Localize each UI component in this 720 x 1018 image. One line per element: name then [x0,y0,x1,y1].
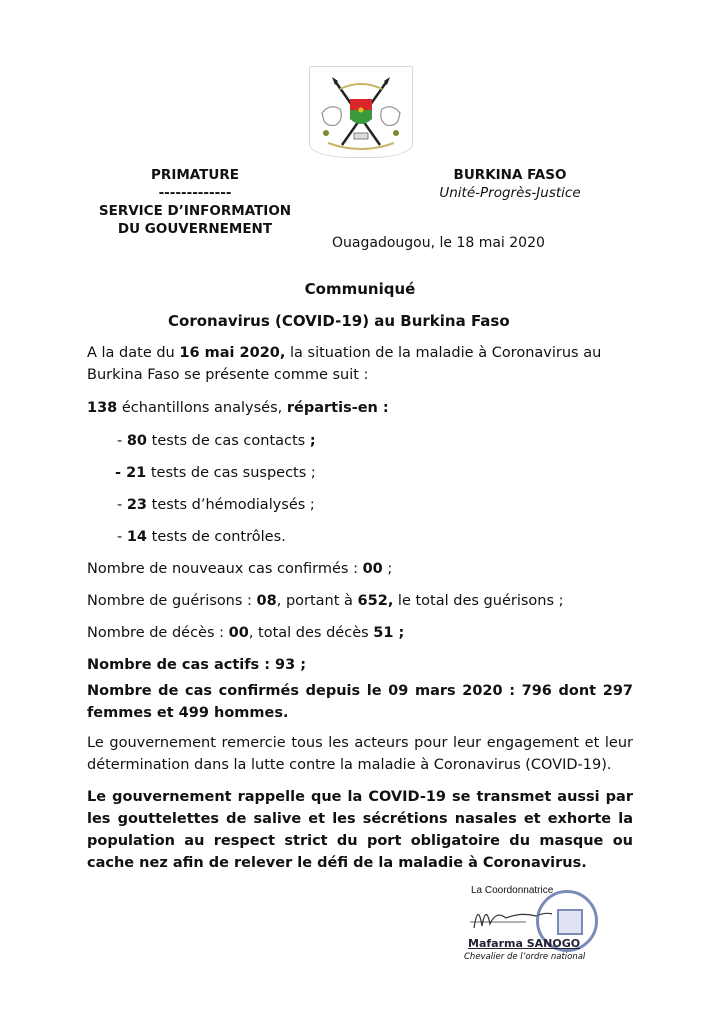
coat-of-arms-icon [310,67,412,157]
deaths-label: Nombre de décès : [87,625,229,641]
bullet-dash: - [117,497,127,513]
test-count: 21 [126,465,147,481]
country-motto: Unité-Progrès-Justice [439,185,581,201]
country-block [420,166,600,202]
samples-breakdown-label: répartis-en : [286,400,389,416]
samples-line [87,397,633,419]
intro-pre: A la date du [87,345,180,361]
samples-count: 138 [87,400,118,416]
test-count: 14 [126,529,148,545]
signatory-role: La Coordonnatrice [471,885,554,896]
new-cases-line [87,558,633,580]
recoveries-total: 652, [357,593,394,609]
thanks-paragraph: Le gouvernement remercie tous les acteurs pour leur engagement et leur détermination dans la lutte contre la maladie à Coronavirus (COVID-19). [87,735,633,773]
coat-of-arms-emblem [309,66,413,158]
country-name: BURKINA FASO [453,167,567,183]
issuer-primature: PRIMATURE [151,167,239,183]
deaths-total: 51 ; [373,625,405,641]
new-cases-end: ; [382,561,393,577]
recoveries-line [87,590,633,612]
test-count: 80 [126,433,148,449]
intro-post: la situation de la maladie à Coronavirus au Burkina Faso se présente comme suit : [87,345,602,383]
place-date: Ouagadougou, le 18 mai 2020 [332,235,545,251]
recoveries-value: 08 [256,593,277,609]
issuer-service-2: DU GOUVERNEMENT [117,221,273,237]
test-label: tests de contrôles. [147,529,286,545]
confirmed-total-paragraph: Nombre de cas confirmés depuis le 09 mars 2020 : 796 dont 297 femmes et 499 hommes. [87,683,633,721]
bullet-dash: - [117,433,127,449]
bullet-dash: - [115,465,127,481]
test-label: tests d’hémodialysés ; [147,497,315,513]
recoveries-mid: , portant à [276,593,358,609]
deaths-line [87,622,633,644]
reminder-paragraph: Le gouvernement rappelle que la COVID-19 se transmet aussi par les gouttelettes de salive et les sécrétions nasales et exhorte la population au respect strict du port obligatoire du masque ou cache nez afin de relever le défi de la maladie à Coronavirus. [87,789,633,871]
new-cases-value: 00 [362,561,383,577]
signatory-name: Mafarma SANOGO [468,937,581,950]
deaths-mid: , total des décès [248,625,374,641]
deaths-value: 00 [228,625,249,641]
recoveries-end: le total des guérisons ; [393,593,564,609]
test-label: tests de cas contacts [147,433,310,449]
test-item [117,430,663,452]
document-subject-title: Coronavirus (COVID-19) au Burkina Faso [168,312,510,330]
test-item [117,526,663,548]
test-count: 23 [126,497,148,513]
issuer-service: SERVICE D’INFORMATION [98,203,292,219]
test-end: ; [309,433,316,449]
intro-date: 16 mai 2020, [179,345,286,361]
test-item [117,494,663,516]
test-item [115,462,661,484]
test-label: tests de cas suspects ; [146,465,316,481]
signatory-distinction: Chevalier de l’ordre national [464,952,586,962]
document-type-title: Communiqué [304,280,416,298]
issuer-separator: ------------- [158,185,232,201]
signature-block [456,880,626,970]
new-cases-label: Nombre de nouveaux cas confirmés : [87,561,363,577]
intro-paragraph [87,342,633,386]
samples-text: échantillons analysés, [117,400,287,416]
active-cases-line: Nombre de cas actifs : 93 ; [87,657,307,673]
issuer-block [95,166,295,238]
bullet-dash: - [117,529,127,545]
recoveries-label: Nombre de guérisons : [87,593,257,609]
